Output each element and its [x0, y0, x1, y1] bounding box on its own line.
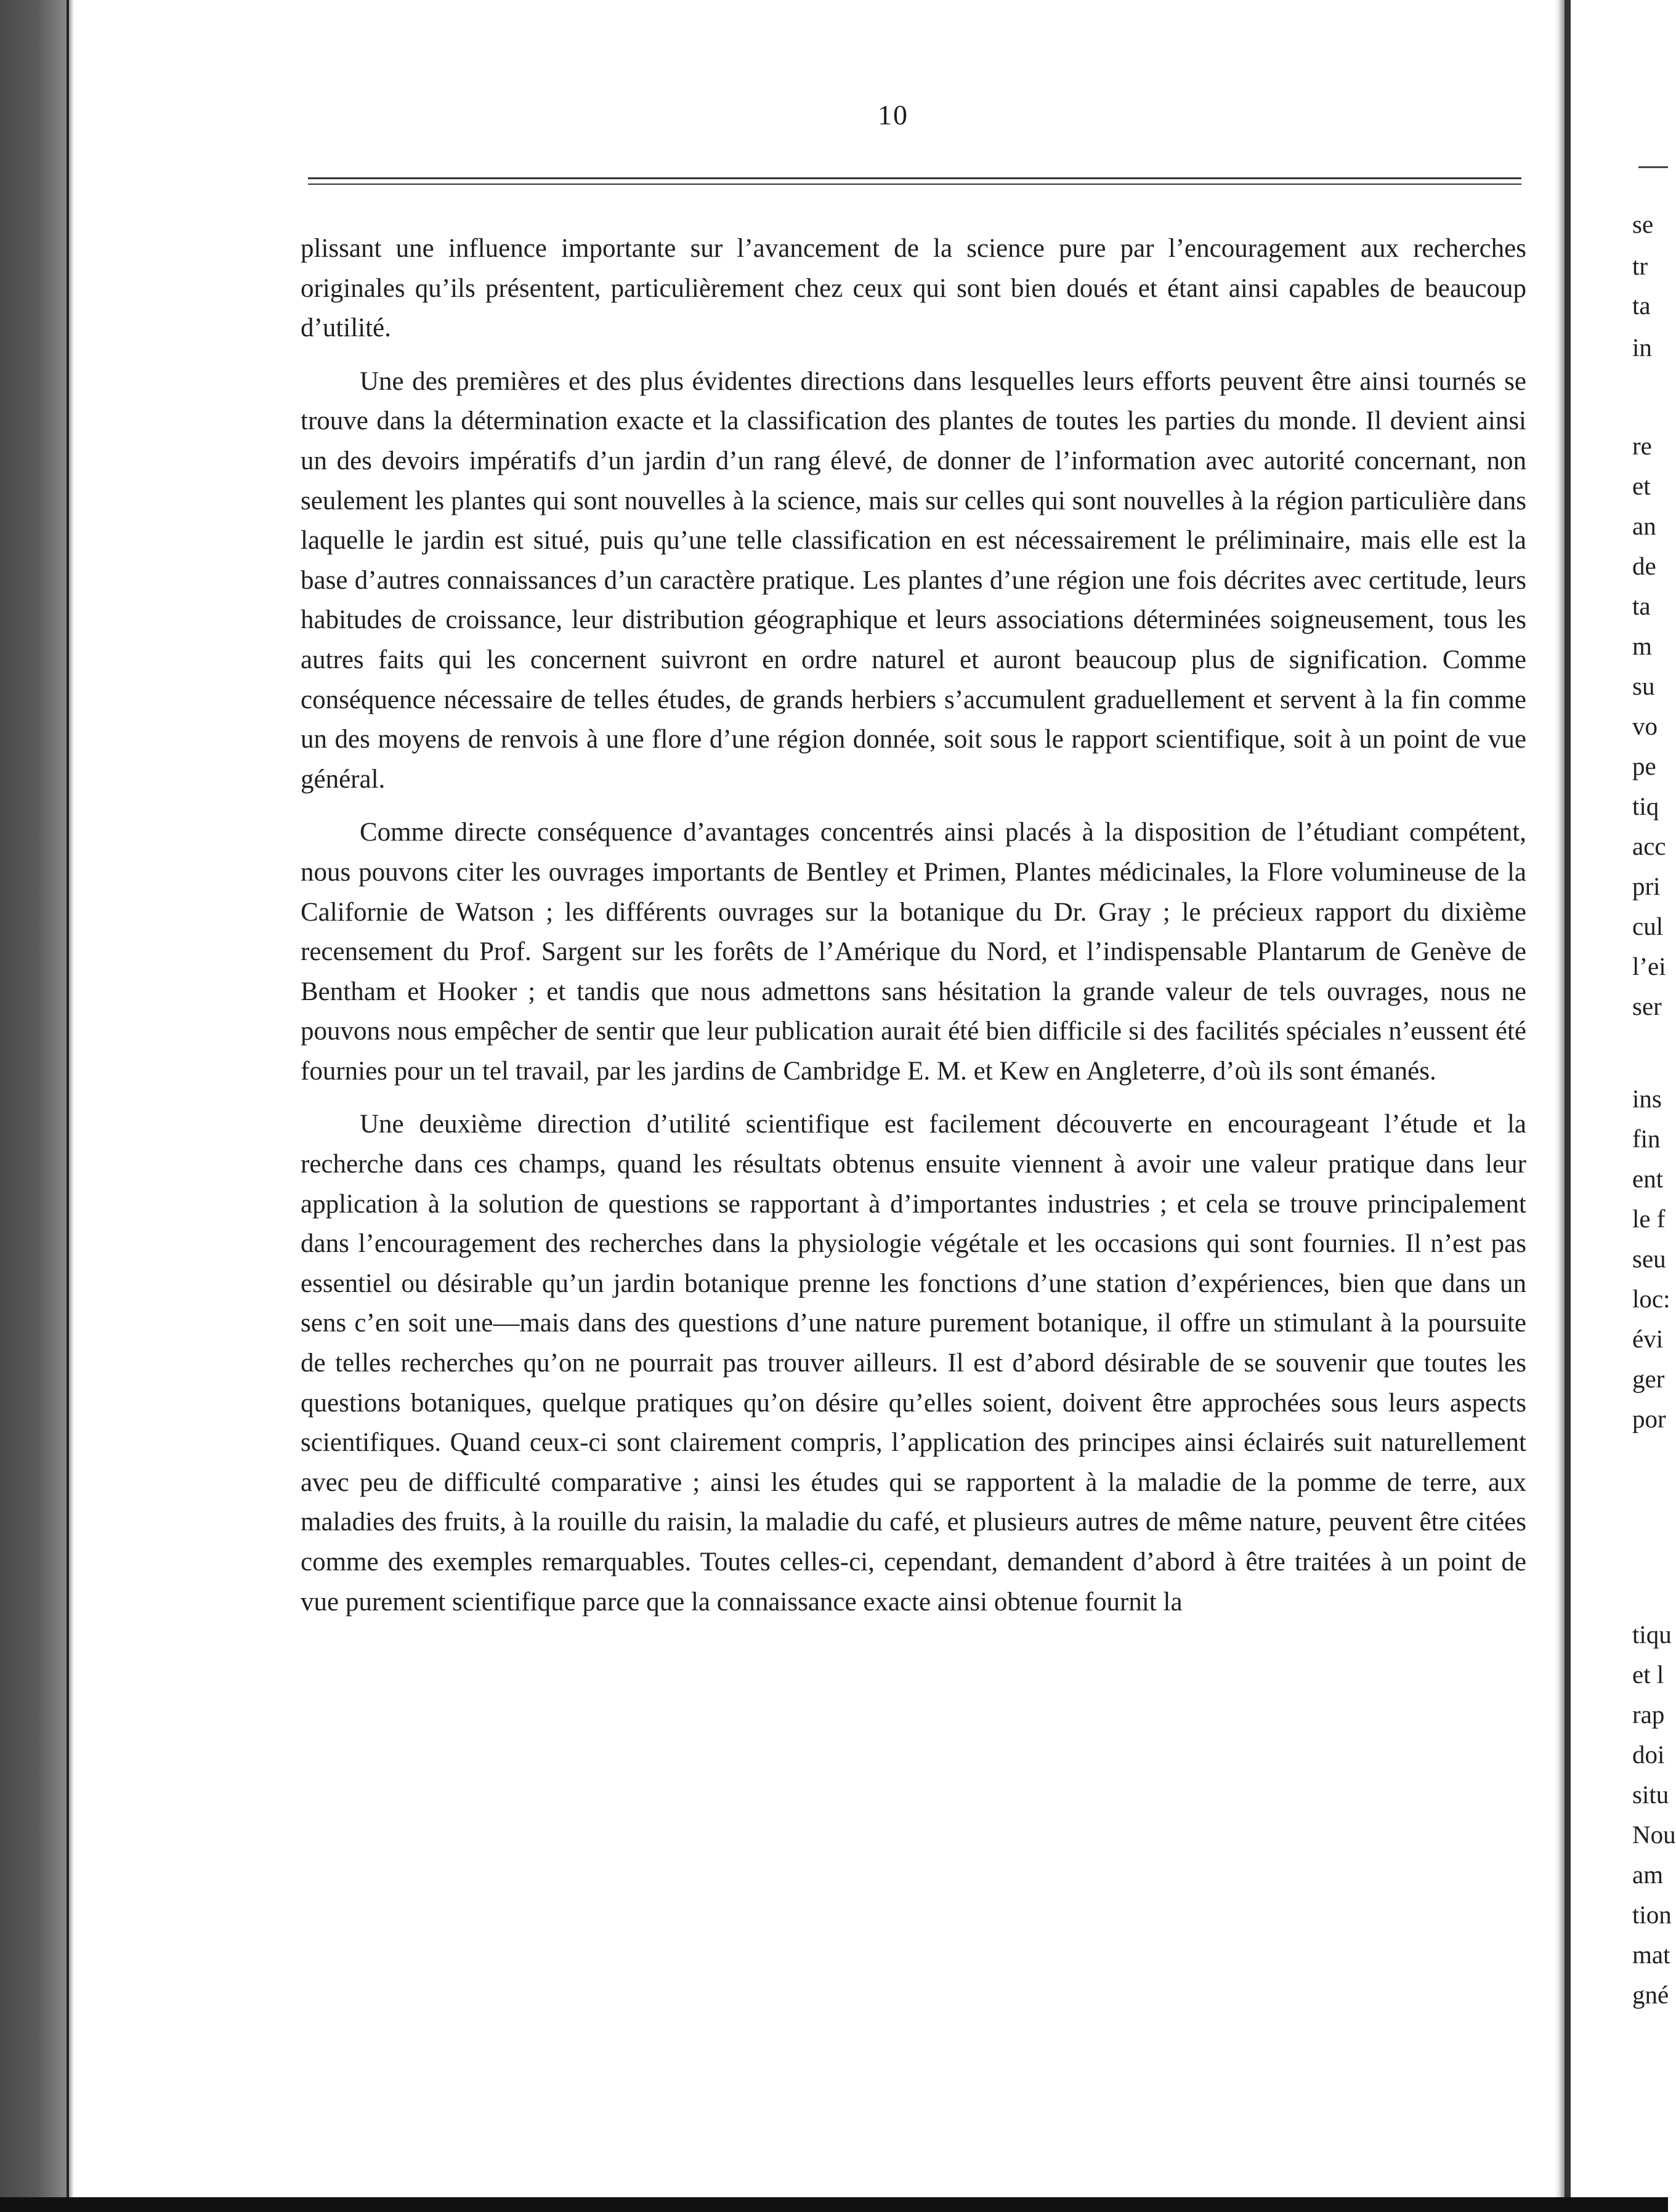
facing-page-rule	[1638, 166, 1668, 168]
facing-page-edge	[1589, 0, 1676, 2192]
paragraph-scientific-utility: Une deuxième direction d’utilité scientifique est facilement découverte en encourageant l’étude et la recherche dans ces champs, quand les résultats obtenus ensuite viennent à avoir une valeur pratique dans leur application à la solution de questions se rapportant à d’importantes industries ; et cela se trouve principalement dans l’encouragement des recherches dans la physiologie végétale et les occasions qui sont fournies. Il n’est pas essentiel ou désirable qu’un jardin botanique prenne les fonctions d’une station d’expériences, bien que dans un sens c’en soit une—mais dans des questions d’une nature purement botanique, il offre un stimulant à la poursuite de telles recherches qu’on ne pourrait pas trouver ailleurs. Il est d’abord désirable de se souvenir que toutes les questions botaniques, quelque pratiques qu’on désire qu’elles soient, doivent être approchées sous leurs aspects scientifiques. Quand ceux-ci sont clairement compris, l’application des principes ainsi éclairés suit naturellement avec peu de difficulté comparative ; ainsi les études qui se rapportent à la maladie de la pomme de terre, aux maladies des fruits, à la rouille du raisin, la maladie du café, et plusieurs autres de même nature, peuvent être citées comme des exemples remarquables. Toutes celles-ci, cependant, demandent d’abord à être traitées à un point de vue purement scientifique parce que la connaissance exacte ainsi obtenue fournit la	[301, 1110, 1526, 1617]
facing-fragment: ins	[1632, 1084, 1662, 1113]
facing-fragment: doi	[1632, 1740, 1665, 1769]
facing-fragment: situ	[1632, 1780, 1669, 1809]
scan-bottom-edge	[0, 2197, 1668, 2212]
facing-fragment: de	[1632, 552, 1656, 580]
facing-fragment: pe	[1632, 752, 1656, 780]
facing-fragment: ent	[1632, 1165, 1664, 1193]
facing-fragment: tion	[1632, 1900, 1672, 1929]
book-gutter-line	[1565, 0, 1571, 2212]
facing-fragment: pri	[1632, 872, 1661, 900]
facing-fragment: tiqu	[1632, 1620, 1672, 1649]
facing-fragment: fin	[1632, 1124, 1661, 1153]
body-text	[301, 229, 1526, 1636]
facing-fragment: évi	[1632, 1325, 1664, 1353]
facing-fragment: tiq	[1632, 792, 1659, 820]
left-page	[283, 0, 1546, 2192]
paragraph-continuation: plissant une influence importante sur l’avancement de la science pure par l’encouragement aux recherches originales qu’ils présentent, particulièrement chez ceux qui sont bien doués et étant ainsi capables de beaucoup d’utilité.	[301, 234, 1526, 343]
facing-fragment: an	[1632, 512, 1656, 540]
paragraph-classification: Une des premières et des plus évidentes directions dans lesquelles leurs efforts peuvent être ainsi tournés se trouve dans la détermination exacte et la classification des plantes de toutes les parties du monde. Il devient ainsi un des devoirs impératifs d’un jardin d’un rang élevé, de donner de l’information avec autorité concernant, non seulement les plantes qui sont nouvelles à la science, mais sur celles qui sont nouvelles à la région particulière dans laquelle le jardin est situé, puis qu’une telle classification en est nécessairement le préliminaire, mais elle est la base d’autres connaissances d’un caractère pratique. Les plantes d’une région une fois décrites avec certitude, leurs habitudes de croissance, leur distribution géographique et leurs associations déterminées soigneusement, tous les autres faits qui les concernent suivront en ordre naturel et auront beaucoup plus de signification. Comme conséquence nécessaire de telles études, de grands herbiers s’accumulent graduellement et servent à la fin comme un des moyens de renvois à une flore d’une région donnée, soit sous le rapport scientifique, soit à un point de vue général.	[301, 366, 1526, 794]
facing-fragment: et	[1632, 472, 1651, 500]
facing-fragment: am	[1632, 1860, 1664, 1889]
facing-fragment: por	[1632, 1405, 1666, 1433]
facing-fragment: Nou	[1632, 1820, 1676, 1849]
facing-fragment: rap	[1632, 1700, 1665, 1729]
facing-fragment: gné	[1632, 1980, 1669, 2009]
facing-fragment: se	[1632, 210, 1654, 238]
facing-fragment: in	[1632, 333, 1652, 361]
scan-left-margin	[0, 0, 74, 2212]
facing-fragment: l’ei	[1632, 952, 1666, 980]
facing-fragment: tr	[1632, 252, 1648, 280]
facing-fragment: loc:	[1632, 1285, 1670, 1313]
facing-fragment: acc	[1632, 832, 1666, 860]
facing-fragment: re	[1632, 432, 1652, 460]
facing-fragment: seu	[1632, 1245, 1666, 1273]
paragraph-publications: Comme directe conséquence d’avantages concentrés ainsi placés à la disposition de l’étudiant compétent, nous pouvons citer les ouvrages importants de Bentley et Primen, Plantes médicinales, la Flore volumineuse de la Californie de Watson ; les différents ouvrages sur la botanique du Dr. Gray ; le précieux rapport du dixième recensement du Prof. Sargent sur les forêts de l’Amérique du Nord, et l’indispensable Plantarum de Genève de Bentham et Hooker ; et tandis que nous admettons sans hésitation la grande valeur de tels ouvrages, nous ne pouvons nous empêcher de sentir que leur publication aurait été bien difficile si des facilités spéciales n’eussent été fournies pour un tel travail, par les jardins de Cambridge E. M. et Kew en Angleterre, d’où ils sont émanés.	[301, 818, 1526, 1086]
facing-fragment: le f	[1632, 1205, 1666, 1233]
header-rule-bottom	[308, 184, 1521, 185]
header-rule-top	[308, 177, 1521, 179]
facing-fragment: m	[1632, 632, 1652, 660]
page-number: 10	[878, 99, 909, 131]
facing-fragment: et l	[1632, 1660, 1664, 1689]
facing-fragment: su	[1632, 672, 1655, 700]
facing-fragment: cul	[1632, 912, 1664, 940]
facing-fragment: vo	[1632, 712, 1658, 740]
scan-left-edge	[67, 0, 69, 2212]
facing-fragment: ta	[1632, 592, 1651, 620]
facing-fragment: ta	[1632, 291, 1651, 320]
facing-fragment: mat	[1632, 1940, 1670, 1969]
facing-fragment: ger	[1632, 1365, 1665, 1393]
facing-fragment: ser	[1632, 992, 1662, 1020]
